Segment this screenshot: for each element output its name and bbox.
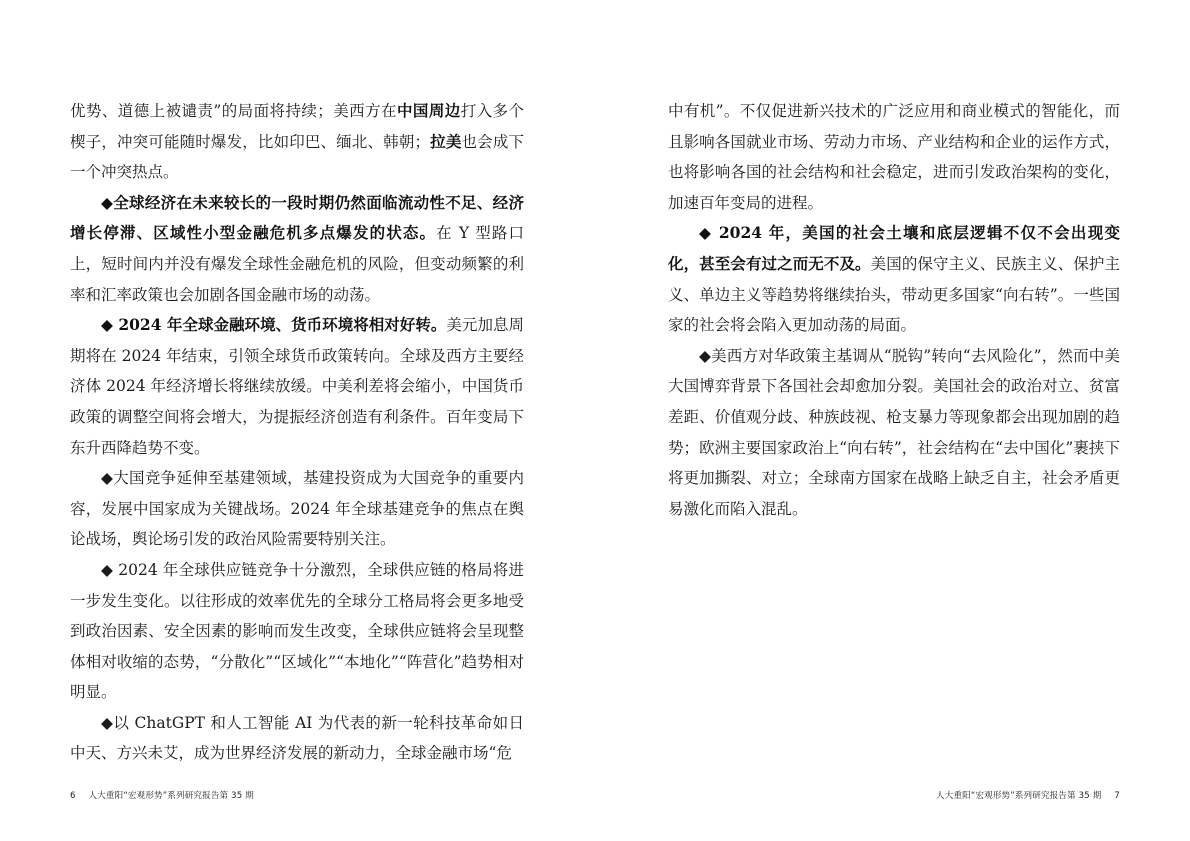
bold-text: 拉美 bbox=[430, 131, 462, 151]
paragraph bbox=[668, 341, 1120, 525]
text: ◆美西方对华政策主基调从“脱钩”转向“去风险化”，然而中美大国博弈背景下各国社会却愈加分裂。美国社会的政治对立、贫富差距、价值观分歧、种族歧视、枪支暴力等现象都会出现加剧的趋势；欧洲主要国家政治上“向右转”，社会结构在“去中国化”裹挟下将更加撕裂、对立；全球南方国家在战略上缺乏自主，社会矛盾更易激化而陷入混乱。 bbox=[668, 346, 1120, 518]
text: 中有机”。不仅促进新兴技术的广泛应用和商业模式的智能化，而且影响各国就业市场、劳动力市场、产业结构和企业的运作方式，也将影响各国的社会结构和社会稳定，进而引发政治架构的变化，加速百年变局的进程。 bbox=[668, 102, 1120, 212]
paragraph bbox=[70, 310, 524, 463]
text: ◆ 2024 年全球供应链竞争十分激烈，全球供应链的格局将进一步发生变化。以往形成的效率优先的全球分工格局将会更多地受到政治因素、安全因素的影响而发生改变，全球供应链将会呈现整体相对收缩的态势，“分散化”“区域化”“本地化”“阵营化”趋势相对明显。 bbox=[70, 560, 524, 702]
paragraph bbox=[70, 555, 524, 708]
text: 美元加息周期将在 2024 年结束，引领全球货币政策转向。全球及西方主要经济体 2024 年经济增长将继续放缓。中美利差将会缩小，中国货币政策的调整空间将会增大，为提振经济创造有利条件。百年变局下东升西降趋势不变。 bbox=[70, 316, 524, 457]
left-page-footer bbox=[70, 789, 254, 801]
text: 在 Y 型路口上，短时间内并没有爆发全球性金融危机的风险，但变动频繁的利率和汇率政策也会加剧各国金融市场的动荡。 bbox=[70, 224, 524, 304]
text: 也会成下一个冲突热点。 bbox=[70, 132, 524, 182]
paragraph bbox=[70, 96, 524, 188]
text: 打入多个楔子，冲突可能随时爆发，比如印巴、缅北、韩朝； bbox=[70, 102, 524, 151]
bold-text: ◆全球经济在未来较长的一段时期仍然面临流动性不足、经济增长停滞、区域性小型金融危机多点爆发的状态。 bbox=[70, 192, 524, 243]
paragraph bbox=[70, 188, 524, 310]
right-page-footer bbox=[936, 789, 1120, 801]
paragraph bbox=[668, 96, 1120, 218]
page-number: 7 bbox=[1114, 791, 1120, 801]
text: 美国的保守主义、民族主义、保护主义、单边主义等趋势将继续抬头，带动更多国家“向右转”。一些国家的社会将会陷入更加动荡的局面。 bbox=[668, 254, 1120, 335]
series-title: 人大重阳“宏观形势”系列研究报告第 35 期 bbox=[936, 791, 1102, 801]
series-title: 人大重阳“宏观形势”系列研究报告第 35 期 bbox=[88, 791, 254, 801]
bold-text: ◆ 2024 年全球金融环境、货币环境将相对好转。 bbox=[101, 315, 447, 335]
paragraph bbox=[70, 708, 524, 769]
text: ◆大国竞争延伸至基建领域，基建投资成为大国竞争的重要内容，发展中国家成为关键战场。2024 年全球基建竞争的焦点在舆论战场，舆论场引发的政治风险需要特别关注。 bbox=[70, 469, 524, 549]
right-page bbox=[595, 0, 1190, 841]
paragraph bbox=[668, 218, 1120, 340]
left-page-body bbox=[70, 96, 524, 769]
text: ◆以 ChatGPT 和人工智能 AI 为代表的新一轮科技革命如日中天、方兴未艾，成为世界经济发展的新动力，全球金融市场“危 bbox=[70, 713, 524, 763]
right-page-body bbox=[668, 96, 1120, 524]
paragraph bbox=[70, 463, 524, 555]
text: 优势、道德上被谴责”的局面将持续；美西方在 bbox=[70, 102, 397, 120]
bold-text: ◆ 2024 年，美国的社会土壤和底层逻辑不仅不会出现变化，甚至会有过之而无不及。 bbox=[668, 223, 1120, 273]
page-number: 6 bbox=[70, 791, 76, 801]
bold-text: 中国周边 bbox=[396, 101, 461, 120]
